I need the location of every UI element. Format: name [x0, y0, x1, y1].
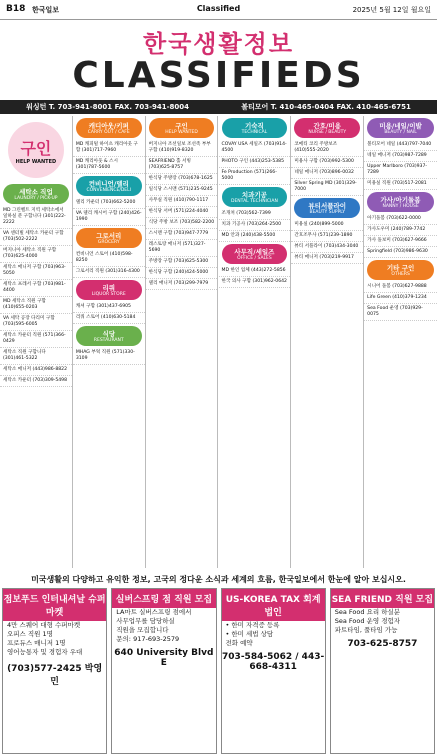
- classified-ad: 델리 카운터 (703)662-5200: [73, 198, 145, 209]
- classified-ad: 식당 주방 보조 (703)582-2200: [146, 218, 218, 229]
- classified-ad: Fe Production (571)266-5000: [219, 168, 291, 185]
- classified-ad: 세탁소 매니저 (443)986-8822: [0, 365, 72, 376]
- classified-ad: VA 세탁 공장 다리미 구함 (703)595-6005: [0, 314, 72, 331]
- category-sublabel: NURSE / BEAUTY: [308, 130, 347, 135]
- classified-ad: 뷰티 서플라이 (703)434-3040: [291, 242, 363, 253]
- classified-ad: 레스토랑 매니저 (571)327-5690: [146, 240, 218, 257]
- classified-ad: Sea Food 운영 (703)929-0075: [364, 304, 437, 321]
- brand-logo-text: 한국일보: [32, 6, 60, 14]
- category-header: [76, 176, 142, 196]
- category-sublabel: HELP WANTED: [165, 130, 198, 135]
- ad-line: 프로듀스 매니저 1명: [7, 639, 66, 647]
- category-sublabel: LAUNDRY / PICK-UP: [14, 196, 58, 201]
- category-header: [76, 326, 142, 346]
- category-sublabel: GROCERY: [97, 240, 120, 245]
- ad-phone: 703-625-8757: [347, 639, 418, 649]
- classified-ad: Springfield (703)986-9630: [364, 247, 437, 258]
- category-sublabel: BEAUTY / NAIL: [384, 130, 417, 135]
- ad-title: SEA FRIEND 직원 모집: [331, 589, 434, 608]
- masthead: [0, 22, 437, 100]
- classified-grid: [0, 116, 437, 568]
- ad-line: Sea Food 요리 하실분: [334, 608, 401, 616]
- ad-phone: (703)577-2425 박영민: [7, 664, 103, 687]
- classified-ad: MD 안과 (240)438-5500: [219, 231, 291, 242]
- ad-line: 사무업무를 담당하실: [116, 617, 175, 625]
- column-3: [146, 116, 219, 568]
- classified-ad: 델리 매니저 (703)299-7979: [146, 279, 218, 290]
- category-header: [222, 244, 288, 264]
- classified-ad: 한식당 주방장 (703)678-1625: [146, 174, 218, 185]
- md-contact: 볼티모어 T. 410-465-0404 FAX. 410-465-6751: [241, 103, 411, 111]
- classified-ad: 스시맨 구함 (703)947-7779: [146, 229, 218, 240]
- column-1: [0, 116, 73, 568]
- classified-ad: 코메티 코리 주방보조 (410)555-2020: [291, 140, 363, 157]
- classified-ad: 가사도우미 (240)789-7742: [364, 225, 437, 236]
- classified-ad: 버지니아 세탁소 직원 구함 (703)625-4000: [0, 246, 72, 263]
- display-ad-2: [111, 588, 216, 754]
- category-header: [76, 118, 142, 138]
- ad-line: Sea Food 운영 경험자: [334, 617, 401, 625]
- category-header: [367, 192, 434, 212]
- classified-ad: 컨비니언 스토어 (410)598-8250: [73, 250, 145, 267]
- ad-line: • 한미 자격증 등록: [225, 621, 280, 629]
- classified-ad: Upper Marlboro (703)937-7289: [364, 162, 437, 179]
- classified-ad: 치과 기공사 (703)264-2500: [219, 220, 291, 231]
- category-sublabel: OTHERS: [391, 272, 410, 277]
- classified-ad: MD 세탁소 직원 구함 (410)655-0203: [0, 297, 72, 314]
- category-header: [367, 260, 434, 280]
- category-label: 기타 구인: [386, 264, 415, 272]
- category-sublabel: NANNY / HOUSE: [382, 204, 419, 209]
- ad-line: 문의: 917-693-2579: [116, 635, 180, 643]
- classified-ad: 세탁소 프레서 구함 (703)981-4400: [0, 280, 72, 297]
- ad-phone: 703-584-5062 / 443-668-4311: [222, 652, 325, 672]
- category-header: [367, 118, 434, 138]
- category-label: 기숙직: [244, 122, 264, 130]
- masthead-english-title: CLASSIFIEDS: [72, 55, 365, 96]
- category-header: [222, 187, 288, 207]
- classified-ad: MD 캐피털 하이츠 캐리아웃 구함 (301)717-7960: [73, 140, 145, 157]
- classified-ad: 세탁소 카운터 (703)309-5498: [0, 376, 72, 387]
- classified-ad: PHOTO 구인 (443)253-5385: [219, 157, 291, 168]
- classified-ad: 조개쳐 (703)562-7399: [219, 209, 291, 220]
- ad-title: 실버스프링 점 직원 모집: [112, 589, 215, 608]
- issue-date: 2025년 5월 12일 월요일: [352, 6, 431, 14]
- column-5: [291, 116, 364, 568]
- classified-ad: VA 센터빌 세탁소 카운터 구함 (703)502-2222: [0, 229, 72, 246]
- category-header: [149, 118, 215, 138]
- column-4: [219, 116, 292, 568]
- classified-ad: 그로서리 직원 (301)316-4300: [73, 267, 145, 278]
- category-label: 구인: [175, 122, 188, 130]
- category-label: 리쿼: [102, 284, 116, 292]
- category-label: 가사/아기돌봄: [380, 196, 421, 204]
- category-label: 간호/미용: [313, 122, 341, 130]
- classified-ad: 네일 매니저 (703)896-0032: [291, 168, 363, 179]
- category-label: 뷰티서플라이: [308, 202, 347, 210]
- classified-ad: 한식당 서버 (571)224-4040: [146, 207, 218, 218]
- category-header: [294, 118, 360, 138]
- ad-line: LA마트 실버스프링 점에서: [116, 608, 192, 616]
- classified-ad: 세탁소 직원 구합니다 (301)461-5322: [0, 348, 72, 365]
- classified-ad: 세탁소 카운터 직원 (571)366-0429: [0, 331, 72, 348]
- category-label: 컨비니언/델리: [88, 180, 129, 188]
- category-sublabel: RESTAURANT: [93, 338, 124, 343]
- classified-ad: COVAY USA 세일즈 (703)914-4500: [219, 140, 291, 157]
- classified-ad: 뷰티 매니저 (703)219-9917: [291, 253, 363, 264]
- column-6: [364, 116, 437, 568]
- display-ad-4: [330, 588, 435, 754]
- classified-ad: 한식당 구함 (240)424-5000: [146, 268, 218, 279]
- category-label: 그로서리: [96, 232, 122, 240]
- classified-ad: 리쿼 스토어 (410)630-5184: [73, 313, 145, 324]
- classified-ad: Silver Spring MD (301)329-7000: [291, 179, 363, 196]
- category-label: 식당: [102, 330, 116, 338]
- classified-ad: 주방장 구함 (703)625-5300: [146, 257, 218, 268]
- classified-ad: MD 한인 업체 (443)272-5856: [219, 266, 291, 277]
- ad-line: 파트타임, 풀타임 가능: [334, 626, 398, 634]
- category-sublabel: OFFICE / SALES: [237, 256, 272, 261]
- display-ad-1: [2, 588, 107, 754]
- top-header-bar: [0, 0, 437, 20]
- masthead-korean-title: 한국생활정보: [142, 30, 295, 58]
- ad-line: • 한미 세법 상담: [225, 630, 274, 638]
- category-label: 사무직/세일즈: [234, 248, 275, 256]
- category-sublabel: BEAUTY SUPPLY: [309, 210, 345, 215]
- display-ad-3: [221, 588, 326, 754]
- classified-ad: 일식당 스시맨 (571)235-9245: [146, 185, 218, 196]
- classified-ad: 가사 돌보미 (703)627-9666: [364, 236, 437, 247]
- page-number: B18: [6, 4, 26, 14]
- category-sublabel: CONVENIENCE/DELI: [86, 188, 131, 193]
- help-wanted-logo: [8, 122, 64, 178]
- category-header: [294, 198, 360, 218]
- category-sublabel: CARRY OUT / CAFE: [87, 130, 130, 135]
- ad-line: 4만 스퀘어 대형 수퍼마켓: [7, 621, 81, 629]
- category-label: 세탁소 직업: [19, 188, 53, 196]
- classified-ad: SEAFRIEND 홀 서빙 (703)625-8757: [146, 157, 218, 174]
- classified-ad: 아기돌봄 (703)622-0000: [364, 214, 437, 225]
- classified-ad: Life Green (410)379-1234: [364, 293, 437, 304]
- category-header: [3, 184, 69, 204]
- category-header: [222, 118, 288, 138]
- classified-ad: VA 델리 캐시어 구함 (240)426-1990: [73, 209, 145, 226]
- ad-title: 점보푸드 인터내셔날 슈퍼마켓: [3, 589, 106, 621]
- dc-contact: 워싱턴 T. 703-941-8001 FAX. 703-941-8004: [26, 103, 189, 111]
- ad-title: US-KOREA TAX 회계법인: [222, 589, 325, 621]
- bottom-ads-row: [0, 588, 437, 754]
- classified-ad: 버지니아 조선일보 조선족 부부 구함 (410)919-8320: [146, 140, 218, 157]
- category-sublabel: DENTAL TECHNICIAN: [231, 199, 278, 204]
- section-title: Classified: [196, 4, 241, 13]
- contact-bar: [0, 100, 437, 114]
- ad-line: 영어능통자 및 경험자 우대: [7, 648, 83, 656]
- category-label: 미용/네일/이발: [379, 122, 422, 130]
- category-label: 치과기공: [241, 191, 267, 199]
- classified-ad: 한국 의사 구함 (301)962-0642: [219, 277, 291, 288]
- classified-ad: 간호조무사 (571)239-1890: [291, 231, 363, 242]
- category-label: 캐디아웃/키퍼: [88, 122, 129, 130]
- category-sublabel: LIQUOR STORE: [91, 292, 126, 297]
- classified-ad: 캐셔 구함 (301)437-6905: [73, 302, 145, 313]
- classified-ad: MD 캐리아웃 & 스시 (301)787-5600: [73, 157, 145, 174]
- ad-line: 전화 예약: [225, 639, 253, 647]
- logo-english: HELP WANTED: [15, 158, 57, 165]
- footer-notice: 미국생활의 다양하고 유익한 정보, 고국의 정다운 소식과 세계의 흐름, 한국일보에서 한눈에 알아 보십시오.: [31, 575, 406, 584]
- ad-phone: 640 University Blvd E: [114, 648, 214, 668]
- classified-ad: 볼티모어 네일 (443)797-7040: [364, 140, 437, 151]
- classified-ad: 미용실 직원 (703)517-2081: [364, 179, 437, 190]
- classified-ad: MD 그린벨트 지역 세탁소에서 일하실 분 구합니다 (301)222-2222: [0, 206, 72, 229]
- classified-ad: 네일 매니저 (703)987-7289: [364, 151, 437, 162]
- ad-line: 직원을 모집합니다: [116, 626, 169, 634]
- category-header: [76, 280, 142, 300]
- classified-ad: 세탁소 매니저 구함 (703)963-5050: [0, 263, 72, 280]
- column-2: [73, 116, 146, 568]
- category-sublabel: TECHNICAL: [241, 130, 268, 135]
- classified-ad: 시니어 돌봄 (703)627-9888: [364, 282, 437, 293]
- ad-line: 오피스 직원 1명: [7, 630, 53, 638]
- logo-korean: 구인: [20, 138, 52, 158]
- classified-ad: 사무실 직원 (410)790-1117: [146, 196, 218, 207]
- classified-ad: 미용사 구함 (703)992-5300: [291, 157, 363, 168]
- classified-ad: 미용실 (240)899-5000: [291, 220, 363, 231]
- classified-ad: MHAG 부엌 직원 (571)330-3109: [73, 348, 145, 365]
- category-header: [76, 228, 142, 248]
